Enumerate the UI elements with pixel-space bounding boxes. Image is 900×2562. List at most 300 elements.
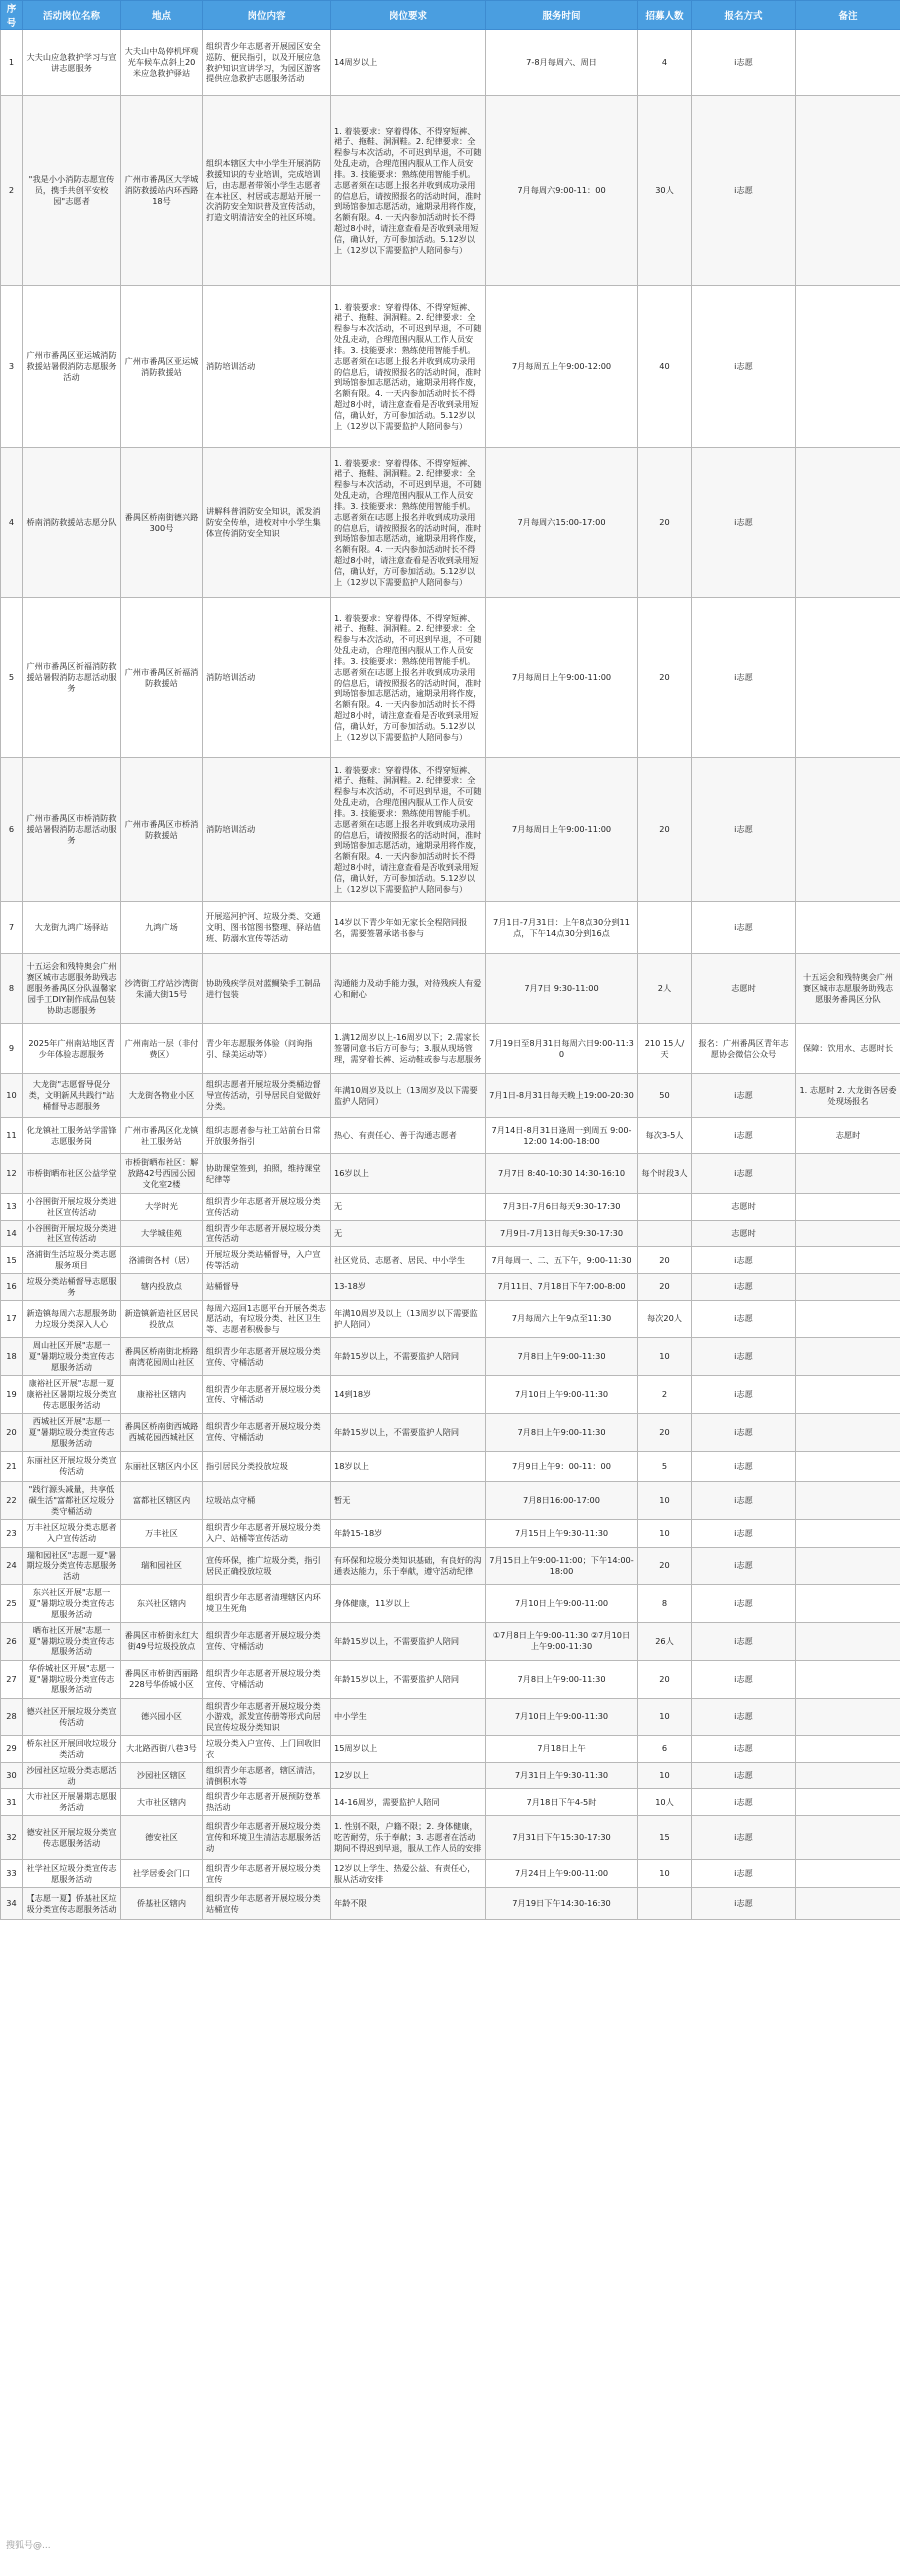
cell-content: 组织青少年志愿者清理辖区内环境卫生死角 (203, 1585, 331, 1622)
table-row (1, 1762, 900, 1789)
cell-requirement: 社区党员、志愿者、居民、中小学生 (331, 1247, 486, 1274)
cell-apply[interactable]: i志愿 (692, 1451, 796, 1481)
cell-count: 2人 (638, 954, 692, 1024)
cell-no: 16 (1, 1273, 23, 1300)
cell-requirement: 年满10周岁及以上（13周岁以下需要监护人陪同） (331, 1300, 486, 1337)
cell-place: 番禺区桥南街西城路西城花园西城社区 (121, 1413, 203, 1451)
cell-note (796, 1622, 900, 1660)
table-row (1, 1300, 900, 1337)
header-row (1, 1, 900, 30)
cell-time: 7月8日上午9:00-11:30 (486, 1660, 638, 1698)
cell-requirement: 15周岁以上 (331, 1736, 486, 1763)
cell-no: 22 (1, 1481, 23, 1519)
cell-no: 28 (1, 1698, 23, 1735)
cell-requirement: 年龄不限 (331, 1888, 486, 1920)
table-row (1, 1118, 900, 1154)
cell-no: 29 (1, 1736, 23, 1763)
cell-count: 4 (638, 30, 692, 96)
cell-name: 【志愿一夏】侨基社区垃圾分类宣传志愿服务活动 (23, 1888, 121, 1920)
cell-requirement: 1. 着装要求：穿着得体、不得穿短裤、裙子、拖鞋、洞洞鞋。2. 纪律要求：全程参与本次活动，不可迟到早退，不可随处乱走动，合理范围内服从工作人员安排。3. 技能要求：熟练使用智能手机。志愿者须在i志愿上报名并收到成功录用的信息后，请按照报名的活动时间，准时到场馆参加志愿活动，逾期录用将作废，名额有限。4. 一天内参加活动时长不得超过8小时，请注意查看是否收到录用短信，确认好，方可参加活动。5.12岁以上（12岁以下需要监护人陪同参与） (331, 598, 486, 758)
cell-time: 7月18日上午 (486, 1736, 638, 1763)
cell-name: 华侨城社区开展"志愿一夏"暑期垃圾分类宣传志愿服务活动 (23, 1660, 121, 1698)
table-row (1, 1660, 900, 1698)
cell-name: 瑞和园社区"志愿一夏"暑期垃圾分类宣传志愿服务活动 (23, 1547, 121, 1584)
cell-apply[interactable]: i志愿 (692, 1860, 796, 1888)
cell-note: 保障：饮用水、志愿时长 (796, 1024, 900, 1074)
cell-note (796, 1816, 900, 1860)
cell-apply[interactable]: i志愿 (692, 758, 796, 902)
cell-name: 康裕社区开展"志愿一夏康裕社区暑期垃圾分类宣传志愿服务活动 (23, 1376, 121, 1413)
cell-no: 4 (1, 448, 23, 598)
cell-no: 20 (1, 1413, 23, 1451)
table-row (1, 1338, 900, 1376)
cell-place: 大市社区辖内 (121, 1789, 203, 1816)
table-row (1, 1024, 900, 1074)
cell-count: 10 (638, 1762, 692, 1789)
cell-note (796, 598, 900, 758)
cell-count: 20 (638, 1547, 692, 1584)
cell-name: 东兴社区开展"志愿一夏"暑期垃圾分类宣传志愿服务活动 (23, 1585, 121, 1622)
cell-content: 协助课堂签到，拍照，维持课堂纪律等 (203, 1154, 331, 1194)
cell-count (638, 1220, 692, 1247)
cell-count: 50 (638, 1074, 692, 1118)
cell-content: 组织青少年志愿者开展园区安全巡防、便民指引，以及开展应急救护知识宣讲学习，为园区游客提供应急救护志愿服务活动 (203, 30, 331, 96)
cell-place: 大北路西街八巷3号 (121, 1736, 203, 1763)
cell-place: 广州市番禺区化龙镇社工服务站 (121, 1118, 203, 1154)
cell-name: 市桥街晒布社区公益学堂 (23, 1154, 121, 1194)
cell-time: 7月15日上午9:00-11:00；下午14:00-18:00 (486, 1547, 638, 1584)
cell-time: 7月19日下午14:30-16:30 (486, 1888, 638, 1920)
cell-name: 广州市番禺区市桥消防救援站暑假消防志愿活动服务 (23, 758, 121, 902)
header-col-no: 序号 (1, 1, 23, 30)
cell-content: 组织青少年志愿者开展垃圾分类站桶宣传 (203, 1888, 331, 1920)
table-row (1, 1789, 900, 1816)
cell-apply[interactable]: i志愿 (692, 598, 796, 758)
cell-no: 11 (1, 1118, 23, 1154)
table-row (1, 1698, 900, 1735)
cell-time: 7-8月每周六、周日 (486, 30, 638, 96)
cell-requirement: 13-18岁 (331, 1273, 486, 1300)
cell-apply[interactable]: i志愿 (692, 1547, 796, 1584)
cell-content: 讲解科普消防安全知识，派发消防安全传单，进校对中小学生集体宣传消防安全知识 (203, 448, 331, 598)
cell-count: 210 15人/天 (638, 1024, 692, 1074)
cell-requirement: 1. 性别不限，户籍不限；2. 身体健康，吃苦耐劳，乐于奉献；3. 志愿者在活动期间不得迟到早退，服从工作人员的安排 (331, 1816, 486, 1860)
cell-apply[interactable]: 志愿时 (692, 1220, 796, 1247)
cell-requirement: 14周岁以上 (331, 30, 486, 96)
table-row (1, 902, 900, 954)
cell-place: 广州市番禺区亚运城消防救援站 (121, 286, 203, 448)
cell-content: 组织青少年志愿者开展垃圾分类宣传、守桶活动 (203, 1413, 331, 1451)
cell-time: 7月19日至8月31日每周六日9:00-11:30 (486, 1024, 638, 1074)
cell-requirement: 12岁以上学生、热爱公益、有责任心，服从活动安排 (331, 1860, 486, 1888)
cell-content: 组织青少年志愿者开展垃圾分类小游戏，派发宣传册等形式向居民宣传垃圾分类知识 (203, 1698, 331, 1735)
cell-content: 组织青少年志愿者开展垃圾分类入户、站桶等宣传活动 (203, 1519, 331, 1547)
cell-place: 大学时光 (121, 1194, 203, 1221)
cell-note (796, 1451, 900, 1481)
cell-note (796, 1220, 900, 1247)
table-row (1, 1451, 900, 1481)
cell-no: 17 (1, 1300, 23, 1337)
cell-apply[interactable]: i志愿 (692, 1247, 796, 1274)
cell-content: 组织本辖区大中小学生开展消防救援知识的专业培训，完成培训后，由志愿者带领小学生志愿者在本社区、村居或志愿站开展一次消防安全知识普及宣传活动，打造文明清洁安全的社区环境。 (203, 96, 331, 286)
cell-time: 7月每周六上午9点至11:30 (486, 1300, 638, 1337)
cell-content: 组织青少年志愿者开展垃圾分类宣传和环境卫生清洁志愿服务活动 (203, 1816, 331, 1860)
cell-place: 康裕社区辖内 (121, 1376, 203, 1413)
cell-note (796, 1888, 900, 1920)
cell-place: 万丰社区 (121, 1519, 203, 1547)
cell-apply[interactable]: i志愿 (692, 1789, 796, 1816)
cell-name: 洛浦街生活垃圾分类志愿服务项目 (23, 1247, 121, 1274)
table-row (1, 1247, 900, 1274)
cell-name: 新造镇每周六志愿服务助力垃圾分类深入人心 (23, 1300, 121, 1337)
cell-place: 广州市番禺区市桥消防救援站 (121, 758, 203, 902)
cell-time: 7月10日上午9:00-11:30 (486, 1698, 638, 1735)
cell-apply[interactable]: i志愿 (692, 902, 796, 954)
cell-name: 东丽社区开展垃圾分类宣传活动 (23, 1451, 121, 1481)
cell-no: 32 (1, 1816, 23, 1860)
cell-time: 7月每周六9:00-11：00 (486, 96, 638, 286)
cell-note (796, 1860, 900, 1888)
cell-place: 沙湾街工疗站沙湾街朱涌大街15号 (121, 954, 203, 1024)
cell-place: 大龙街各物业小区 (121, 1074, 203, 1118)
table-row (1, 30, 900, 96)
table-row (1, 1736, 900, 1763)
cell-place: 市桥街晒布社区：解放路42号西园公园文化室2楼 (121, 1154, 203, 1194)
cell-no: 3 (1, 286, 23, 448)
cell-apply[interactable]: i志愿 (692, 1622, 796, 1660)
cell-name: 小谷围街开展垃圾分类进社区宣传活动 (23, 1194, 121, 1221)
table-row (1, 1074, 900, 1118)
cell-requirement: 12岁以上 (331, 1762, 486, 1789)
cell-place: 大学城佳苑 (121, 1220, 203, 1247)
cell-note (796, 1338, 900, 1376)
cell-content: 组织青少年志愿者开展垃圾分类宣传 (203, 1860, 331, 1888)
table-row (1, 1622, 900, 1660)
cell-note (796, 758, 900, 902)
cell-time: 7月31日下午15:30-17:30 (486, 1816, 638, 1860)
cell-requirement: 16岁以上 (331, 1154, 486, 1194)
cell-note (796, 1376, 900, 1413)
cell-place: 德安社区 (121, 1816, 203, 1860)
cell-apply[interactable]: i志愿 (692, 1660, 796, 1698)
cell-note: 志愿时 (796, 1118, 900, 1154)
header-col-count: 招募人数 (638, 1, 692, 30)
cell-place: 大夫山中岛停机坪观光车候车点斜上20米应急救护驿站 (121, 30, 203, 96)
cell-place: 瑞和园社区 (121, 1547, 203, 1584)
cell-apply[interactable]: i志愿 (692, 30, 796, 96)
cell-count: 10 (638, 1338, 692, 1376)
cell-time: 7月18日下午4-5时 (486, 1789, 638, 1816)
cell-requirement: 14-16周岁，需要监护人陪同 (331, 1789, 486, 1816)
cell-name: 广州市番禺区亚运城消防救援站暑假消防志愿服务活动 (23, 286, 121, 448)
cell-count: 8 (638, 1585, 692, 1622)
cell-note (796, 1736, 900, 1763)
cell-place: 辖内投放点 (121, 1273, 203, 1300)
cell-name: 万丰社区垃圾分类志愿者入户宣传活动 (23, 1519, 121, 1547)
cell-apply[interactable]: i志愿 (692, 1413, 796, 1451)
cell-time: 7月8日上午9:00-11:30 (486, 1338, 638, 1376)
cell-apply[interactable]: i志愿 (692, 1888, 796, 1920)
cell-time: 7月每周六15:00-17:00 (486, 448, 638, 598)
cell-apply[interactable]: 志愿时 (692, 954, 796, 1024)
cell-no: 15 (1, 1247, 23, 1274)
cell-time: 7月9日上午9：00-11：00 (486, 1451, 638, 1481)
cell-place: 广州市番禺区大学城消防救援站内环西路18号 (121, 96, 203, 286)
cell-count: 30人 (638, 96, 692, 286)
table-row (1, 1194, 900, 1221)
cell-time: 7月15日上午9:30-11:30 (486, 1519, 638, 1547)
cell-note (796, 448, 900, 598)
cell-no: 31 (1, 1789, 23, 1816)
cell-requirement: 1. 着装要求：穿着得体、不得穿短裤、裙子、拖鞋、洞洞鞋。2. 纪律要求：全程参与本次活动，不可迟到早退，不可随处乱走动，合理范围内服从工作人员安排。3. 技能要求：熟练使用智能手机。志愿者须在i志愿上报名并收到成功录用的信息后，请按照报名的活动时间，准时到场馆参加志愿活动，逾期录用将作废，名额有限。4. 一天内参加活动时长不得超过8小时，请注意查看是否收到录用短信，确认好，方可参加活动。5.12岁以上（12岁以下需要监护人陪同参与） (331, 286, 486, 448)
cell-place: 洛浦街各村（居） (121, 1247, 203, 1274)
cell-place: 社学居委会门口 (121, 1860, 203, 1888)
cell-note: 十五运会和残特奥会广州赛区城市志愿服务助残志愿服务番禺区分队 (796, 954, 900, 1024)
table-row (1, 1481, 900, 1519)
cell-no: 10 (1, 1074, 23, 1118)
cell-apply[interactable]: 报名：广州番禺区青年志愿协会微信公众号 (692, 1024, 796, 1074)
cell-no: 21 (1, 1451, 23, 1481)
table-row (1, 286, 900, 448)
cell-count: 2 (638, 1376, 692, 1413)
table-row (1, 1376, 900, 1413)
cell-count: 10 (638, 1698, 692, 1735)
header-col-place: 地点 (121, 1, 203, 30)
cell-content: 开展巡河护河、垃圾分类、交通文明、图书馆图书整理、驿站值班、防溺水宣传等活动 (203, 902, 331, 954)
cell-requirement: 年龄15岁以上，不需要监护人陪同 (331, 1622, 486, 1660)
cell-requirement: 1. 着装要求：穿着得体、不得穿短裤、裙子、拖鞋、洞洞鞋。2. 纪律要求：全程参与本次活动，不可迟到早退，不可随处乱走动，合理范围内服从工作人员安排。3. 技能要求：熟练使用智能手机。志愿者须在i志愿上报名并收到成功录用的信息后，请按照报名的活动时间，准时到场馆参加志愿活动，逾期录用将作废，名额有限。4. 一天内参加活动时长不得超过8小时，请注意查看是否收到录用短信，确认好，方可参加活动。5.12岁以上（12岁以下需要监护人陪同参与） (331, 758, 486, 902)
header-col-requirement: 岗位要求 (331, 1, 486, 30)
cell-time: 7月1日-7月31日：上午8点30分到11点，下午14点30分到16点 (486, 902, 638, 954)
table-row (1, 1888, 900, 1920)
cell-content: 宣传环保，推广垃圾分类，指引居民正确投放垃圾 (203, 1547, 331, 1584)
cell-note (796, 1413, 900, 1451)
cell-name: 小谷围街开展垃圾分类进社区宣传活动 (23, 1220, 121, 1247)
cell-no: 27 (1, 1660, 23, 1698)
table-row (1, 96, 900, 286)
cell-apply[interactable]: i志愿 (692, 1273, 796, 1300)
table-row (1, 1154, 900, 1194)
cell-place: 番禺区桥南街北桥路南湾花园周山社区 (121, 1338, 203, 1376)
table-row (1, 758, 900, 902)
table-row (1, 954, 900, 1024)
cell-time: 7月每周日上午9:00-11:00 (486, 758, 638, 902)
cell-time: 7月8日16:00-17:00 (486, 1481, 638, 1519)
cell-no: 5 (1, 598, 23, 758)
table-row (1, 1585, 900, 1622)
cell-apply[interactable]: i志愿 (692, 286, 796, 448)
cell-content: 组织青少年志愿者开展垃圾分类宣传、守桶活动 (203, 1376, 331, 1413)
header-col-content: 岗位内容 (203, 1, 331, 30)
table-row (1, 448, 900, 598)
cell-content: 组织青少年志愿者开展垃圾分类宣传、守桶活动 (203, 1338, 331, 1376)
cell-note (796, 1194, 900, 1221)
cell-count: 15 (638, 1816, 692, 1860)
cell-apply[interactable]: i志愿 (692, 1338, 796, 1376)
cell-place: 九鸿广场 (121, 902, 203, 954)
cell-no: 18 (1, 1338, 23, 1376)
cell-count: 每个时段3人 (638, 1154, 692, 1194)
cell-note (796, 1481, 900, 1519)
cell-place: 侨基社区辖内 (121, 1888, 203, 1920)
cell-place: 东丽社区辖区内小区 (121, 1451, 203, 1481)
cell-name: 大市社区开展暑期志愿服务活动 (23, 1789, 121, 1816)
cell-name: 社学社区垃圾分类宣传志愿服务活动 (23, 1860, 121, 1888)
table-row (1, 1816, 900, 1860)
cell-count: 6 (638, 1736, 692, 1763)
cell-requirement: 18岁以上 (331, 1451, 486, 1481)
cell-apply[interactable]: 志愿时 (692, 1194, 796, 1221)
table-row (1, 598, 900, 758)
cell-apply[interactable]: i志愿 (692, 1074, 796, 1118)
cell-content: 组织青少年志愿者，辖区清洁，清倒积水等 (203, 1762, 331, 1789)
cell-time: ①7月8日上午9:00-11:30 ②7月10日上午9:00-11:30 (486, 1622, 638, 1660)
cell-content: 组织青少年志愿者开展垃圾分类宣传、守桶活动 (203, 1660, 331, 1698)
cell-name: 桥南消防救援站志愿分队 (23, 448, 121, 598)
cell-requirement: 1. 着装要求：穿着得体、不得穿短裤、裙子、拖鞋、洞洞鞋。2. 纪律要求：全程参与本次活动，不可迟到早退，不可随处乱走动，合理范围内服从工作人员安排。3. 技能要求：熟练使用智能手机。志愿者须在i志愿上报名并收到成功录用的信息后，请按照报名的活动时间，准时到场馆参加志愿活动，逾期录用将作废，名额有限。4. 一天内参加活动时长不得超过8小时，请注意查看是否收到录用短信，确认好，方可参加活动。5.12岁以上（12岁以下需要监护人陪同参与） (331, 448, 486, 598)
cell-apply[interactable]: i志愿 (692, 96, 796, 286)
cell-no: 26 (1, 1622, 23, 1660)
cell-requirement: 1.满12周岁以上-16周岁以下；2.需家长签署同意书后方可参与；3.服从现场管理，需穿着长裤、运动鞋或参与志愿服务 (331, 1024, 486, 1074)
cell-no: 24 (1, 1547, 23, 1584)
cell-name: "践行源头减量，共享低碳生活"富都社区垃圾分类守桶活动 (23, 1481, 121, 1519)
cell-place: 番禺区市桥街永红大街49号垃圾投放点 (121, 1622, 203, 1660)
cell-requirement: 14岁以下青少年如无家长全程陪同报名，需要签署承诺书参与 (331, 902, 486, 954)
cell-no: 14 (1, 1220, 23, 1247)
cell-no: 8 (1, 954, 23, 1024)
cell-time: 7月10日上午9:00-11:00 (486, 1585, 638, 1622)
cell-note (796, 1547, 900, 1584)
cell-requirement: 年满10周岁及以上（13周岁及以下需要监护人陪同） (331, 1074, 486, 1118)
cell-time: 7月每周五上午9:00-12:00 (486, 286, 638, 448)
cell-content: 开展垃圾分类站桶督导，入户宣传等活动 (203, 1247, 331, 1274)
cell-place: 广州南站一层（非付费区） (121, 1024, 203, 1074)
cell-no: 12 (1, 1154, 23, 1194)
cell-note: 1. 志愿时 2. 大龙街各居委处现场报名 (796, 1074, 900, 1118)
cell-time: 7月每周一、二、五下午，9:00-11:30 (486, 1247, 638, 1274)
cell-requirement: 暂无 (331, 1481, 486, 1519)
cell-apply[interactable]: i志愿 (692, 1519, 796, 1547)
cell-apply[interactable]: i志愿 (692, 1816, 796, 1860)
cell-note (796, 1247, 900, 1274)
cell-no: 6 (1, 758, 23, 902)
cell-apply[interactable]: i志愿 (692, 1481, 796, 1519)
table-row (1, 1519, 900, 1547)
cell-no: 23 (1, 1519, 23, 1547)
cell-requirement: 身体健康，11岁以上 (331, 1585, 486, 1622)
header-col-apply: 报名方式 (692, 1, 796, 30)
cell-no: 19 (1, 1376, 23, 1413)
cell-name: 周山社区开展"志愿一夏"暑期垃圾分类宣传志愿服务活动 (23, 1338, 121, 1376)
cell-requirement: 热心、有责任心、善于沟通志愿者 (331, 1118, 486, 1154)
cell-count: 20 (638, 758, 692, 902)
cell-time: 7月31日上午9:30-11:30 (486, 1762, 638, 1789)
table-row (1, 1860, 900, 1888)
cell-content: 青少年志愿服务体验（问询指引、绿美运动等） (203, 1024, 331, 1074)
cell-name: 大龙街九鸿广场驿站 (23, 902, 121, 954)
cell-content: 消防培训活动 (203, 758, 331, 902)
cell-place: 德兴园小区 (121, 1698, 203, 1735)
cell-note (796, 286, 900, 448)
cell-count: 10 (638, 1860, 692, 1888)
cell-note (796, 96, 900, 286)
cell-count: 40 (638, 286, 692, 448)
cell-time: 7月9日-7月13日每天9:30-17:30 (486, 1220, 638, 1247)
cell-requirement: 年龄15岁以上，不需要监护人陪同 (331, 1338, 486, 1376)
cell-requirement: 年龄15岁以上，不需要监护人陪同 (331, 1413, 486, 1451)
cell-apply[interactable]: i志愿 (692, 1762, 796, 1789)
cell-apply[interactable]: i志愿 (692, 1698, 796, 1735)
cell-count: 20 (638, 1413, 692, 1451)
cell-content: 垃圾站点守桶 (203, 1481, 331, 1519)
cell-apply[interactable]: i志愿 (692, 1118, 796, 1154)
cell-requirement: 有环保和垃圾分类知识基础，有良好的沟通表达能力，乐于奉献，遵守活动纪律 (331, 1547, 486, 1584)
cell-no: 9 (1, 1024, 23, 1074)
header-col-time: 服务时间 (486, 1, 638, 30)
cell-content: 消防培训活动 (203, 598, 331, 758)
cell-count: 20 (638, 598, 692, 758)
cell-requirement: 1. 着装要求：穿着得体、不得穿短裤、裙子、拖鞋、洞洞鞋。2. 纪律要求：全程参与本次活动，不可迟到早退，不可随处乱走动，合理范围内服从工作人员安排。3. 技能要求：熟练使用智能手机。志愿者须在i志愿上报名并收到成功录用的信息后，请按照报名的活动时间，准时到场馆参加志愿活动，逾期录用将作废，名额有限。4. 一天内参加活动时长不得超过8小时，请注意查看是否收到录用短信，确认好，方可参加活动。5.12岁以上（12岁以下需要监护人陪同参与） (331, 96, 486, 286)
cell-note (796, 902, 900, 954)
cell-apply[interactable]: i志愿 (692, 1376, 796, 1413)
cell-name: 垃圾分类站桶督导志愿服务 (23, 1273, 121, 1300)
cell-note (796, 1762, 900, 1789)
cell-note (796, 1300, 900, 1337)
cell-note (796, 1519, 900, 1547)
cell-count: 20 (638, 448, 692, 598)
cell-count: 每次20人 (638, 1300, 692, 1337)
cell-apply[interactable]: i志愿 (692, 448, 796, 598)
cell-count: 20 (638, 1247, 692, 1274)
cell-apply[interactable]: i志愿 (692, 1585, 796, 1622)
cell-content: 消防培训活动 (203, 286, 331, 448)
cell-apply[interactable]: i志愿 (692, 1154, 796, 1194)
cell-place: 广州市番禺区祈福消防救援站 (121, 598, 203, 758)
cell-place: 番禺区市桥街西丽路228号华侨城小区 (121, 1660, 203, 1698)
cell-note (796, 1698, 900, 1735)
cell-no: 30 (1, 1762, 23, 1789)
cell-name: 晒布社区开展"志愿一夏"暑期垃圾分类宣传志愿服务活动 (23, 1622, 121, 1660)
cell-content: 站桶督导 (203, 1273, 331, 1300)
cell-place: 东兴社区辖内 (121, 1585, 203, 1622)
cell-count (638, 1888, 692, 1920)
cell-note (796, 1585, 900, 1622)
cell-requirement: 14到18岁 (331, 1376, 486, 1413)
cell-no: 33 (1, 1860, 23, 1888)
cell-count: 5 (638, 1451, 692, 1481)
cell-requirement: 中小学生 (331, 1698, 486, 1735)
cell-content: 组织志愿者开展垃圾分类桶边督导宣传活动，引导居民自觉做好分类。 (203, 1074, 331, 1118)
cell-time: 7月8日上午9:00-11:30 (486, 1413, 638, 1451)
cell-time: 7月3日-7月6日每天9:30-17:30 (486, 1194, 638, 1221)
cell-count: 10 (638, 1481, 692, 1519)
cell-name: 广州市番禺区祈福消防救援站暑假消防志愿活动服务 (23, 598, 121, 758)
cell-content: 组织青少年志愿者开展垃圾分类宣传活动 (203, 1220, 331, 1247)
cell-name: 大龙街"志愿督导促分类，文明新风共践行"站桶督导志愿服务 (23, 1074, 121, 1118)
cell-name: 桥东社区开展回收垃圾分类活动 (23, 1736, 121, 1763)
header-col-note: 备注 (796, 1, 900, 30)
cell-name: 西城社区开展"志愿一夏"暑期垃圾分类宣传志愿服务活动 (23, 1413, 121, 1451)
cell-name: 大夫山应急救护学习与宣讲志愿服务 (23, 30, 121, 96)
cell-name: 德兴社区开展垃圾分类宣传活动 (23, 1698, 121, 1735)
cell-apply[interactable]: i志愿 (692, 1736, 796, 1763)
cell-place: 沙园社区辖区 (121, 1762, 203, 1789)
cell-apply[interactable]: i志愿 (692, 1300, 796, 1337)
cell-name: 沙园社区垃圾分类志愿活动 (23, 1762, 121, 1789)
cell-no: 25 (1, 1585, 23, 1622)
table-row (1, 1273, 900, 1300)
cell-note (796, 1660, 900, 1698)
